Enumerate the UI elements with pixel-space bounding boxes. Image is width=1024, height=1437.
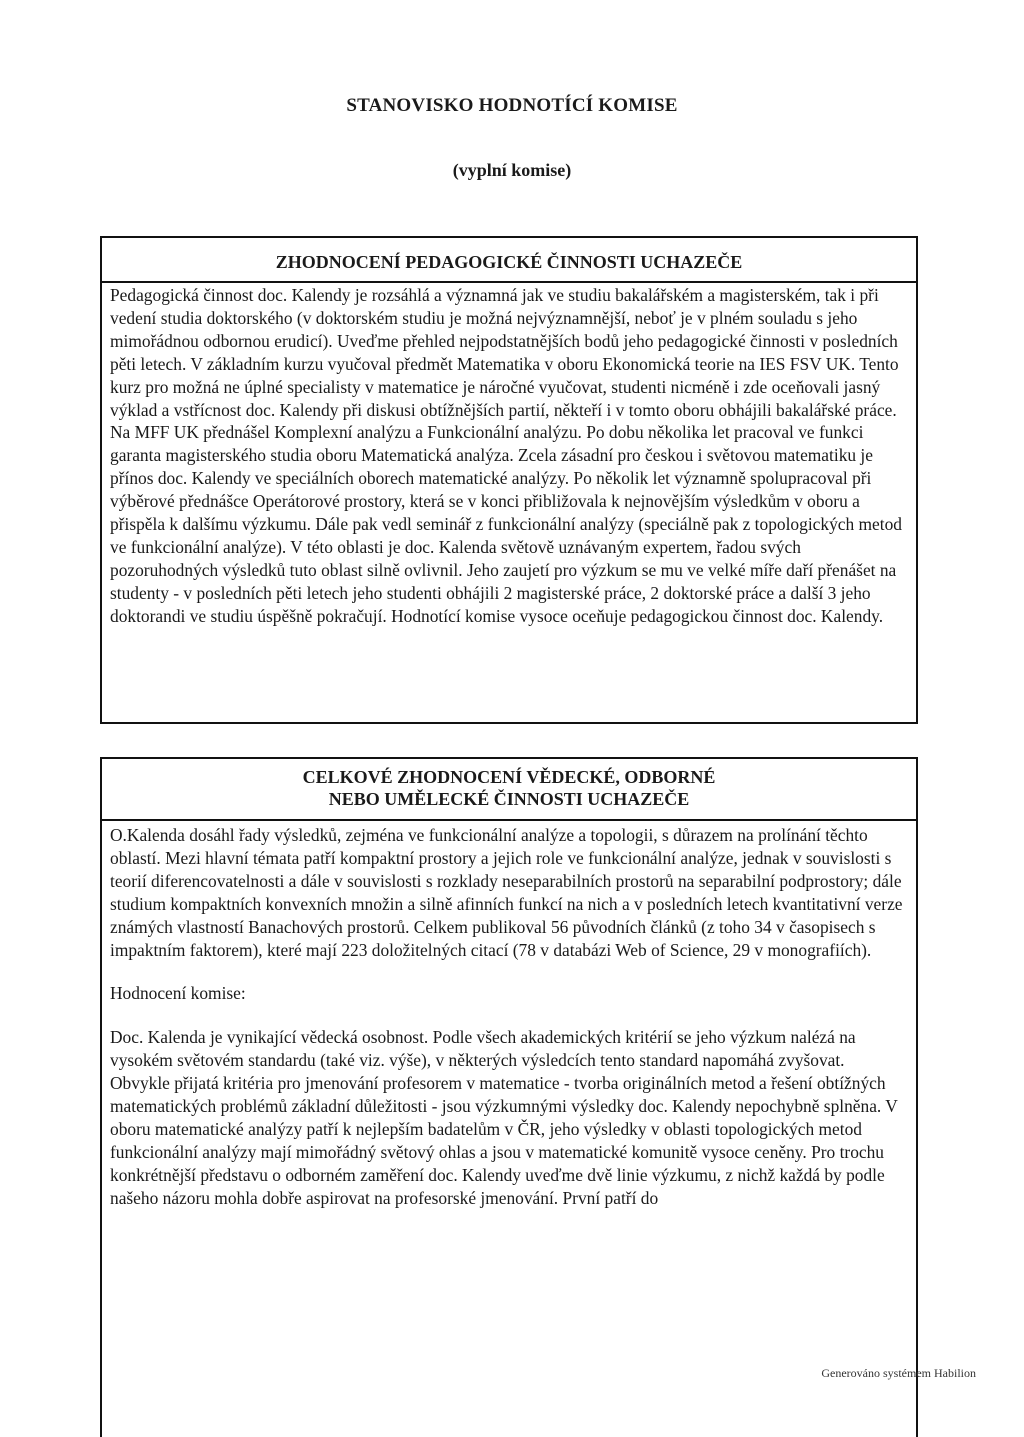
page-subtitle: (vyplní komise) xyxy=(452,160,572,180)
scientific-evaluation-box xyxy=(100,757,918,1437)
scientific-evaluation-paragraph-1: O.Kalenda dosáhl řady výsledků, zejména ve funkcionální analýze a topologii, s důrazem na prolínání těchto oblastí. Mezi hlavní témata patří kompaktní prostory a jejich role ve funkcionální analýze, jednak v souvislosti s teorií diferencovatelnosti a dále v souvislosti s rozklady neseparabilních prostorů na separabilní podprostory; dále studium kompaktních konvexních množin a silně afinních funkcí na nich a v posledních letech kvantitativní verze známých vlastností Banachových prostorů. Celkem publikoval 56 původních článků (z toho 34 v časopisech s impaktním faktorem), které mají 223 doložitelných citací (78 v databázi Web of Science, 29 v monografiích). xyxy=(110,825,903,960)
scientific-evaluation-body xyxy=(102,821,916,1210)
scientific-evaluation-heading-line1: CELKOVÉ ZHODNOCENÍ VĚDECKÉ, ODBORNÉ xyxy=(302,767,716,787)
pedagogical-evaluation-heading: ZHODNOCENÍ PEDAGOGICKÉ ČINNOSTI UCHAZEČE xyxy=(102,238,916,283)
pedagogical-evaluation-body xyxy=(102,283,916,628)
footer-generated-by: Generováno systémem Habilion xyxy=(821,1366,976,1380)
scientific-evaluation-heading xyxy=(102,759,916,821)
scientific-evaluation-heading-line2: NEBO UMĚLECKÉ ČINNOSTI UCHAZEČE xyxy=(328,789,690,809)
committee-evaluation-label: Hodnocení komise: xyxy=(110,983,246,1004)
pedagogical-evaluation-box xyxy=(100,236,918,724)
pedagogical-evaluation-text: Pedagogická činnost doc. Kalendy je rozsáhlá a významná jak ve studiu bakalářském a magisterském, tak i při vedení studia doktorského (v doktorském studiu je možná nejvýznamnější, neboť je v plném souladu s jeho mimořádnou odbornou erudicí). Uveďme přehled nejpodstatnějších bodů jeho pedagogické činnosti v posledních pěti letech. V základním kurzu vyučoval předmět Matematika v oboru Ekonomická teorie na IES FSV UK. Tento kurz pro možná ne úplné specialisty v matematice je náročné vyučovat, studenti nicméně i zde oceňovali jasný výklad a vstřícnost doc. Kalendy při diskusi obtížnějších partií, někteří i v tomto oboru obhájili bakalářské práce. Na MFF UK přednášel Komplexní analýzu a Funkcionální analýzu. Po dobu několika let pracoval ve funkci garanta magisterského studia oboru Matematická analýza. Zcela zásadní pro českou i světovou matematiku je přínos doc. Kalendy ve speciálních oborech matematické analýzy. Po několik let významně spolupracoval při výběrové přednášce Operátorové prostory, která se v konci přibližovala k nejnovějším výsledkům v oboru a přispěla k dalšímu výzkumu. Dále pak vedl seminář z funkcionální analýzy (speciálně pak z topologických metod ve funkcionální analýze). V této oblasti je doc. Kalenda světově uznávaným expertem, řadou svých pozoruhodných výsledků tuto oblast silně ovlivnil. Jeho zaujetí pro výzkum se mu ve velké míře daří přenášet na studenty - v posledních pěti letech jeho studenti obhájili 2 magisterské práce, 2 doktorské práce a další 3 jeho doktorandi ve studiu úspěšně pokračují. Hodnotící komise vysoce oceňuje pedagogickou činnost doc. Kalendy. xyxy=(110,285,902,626)
page-title: STANOVISKO HODNOTÍCÍ KOMISE xyxy=(346,95,678,116)
committee-evaluation-text: Doc. Kalenda je vynikající vědecká osobnost. Podle všech akademických kritérií se jeho výzkum nalézá na vysokém světovém standardu (také viz. výše), v některých výsledcích tento standard napomáhá zvyšovat. Obvykle přijatá kritéria pro jmenování profesorem v matematice - tvorba originálních metod a řešení obtížných matematických problémů základní důležitosti - jsou výzkumnými výsledky doc. Kalendy nepochybně splněna. V oboru matematické analýzy patří k nejlepším badatelům v ČR, jeho výsledky v oblasti topologických metod funkcionální analýzy mají mimořádný světový ohlas a jsou v matematické komunitě vysoce ceněny. Pro trochu konkrétnější představu o odborném zaměření doc. Kalendy uveďme dvě linie výzkumu, z nichž každá by podle našeho názoru mohla dobře aspirovat na profesorské jmenování. První patří do xyxy=(110,1027,898,1208)
